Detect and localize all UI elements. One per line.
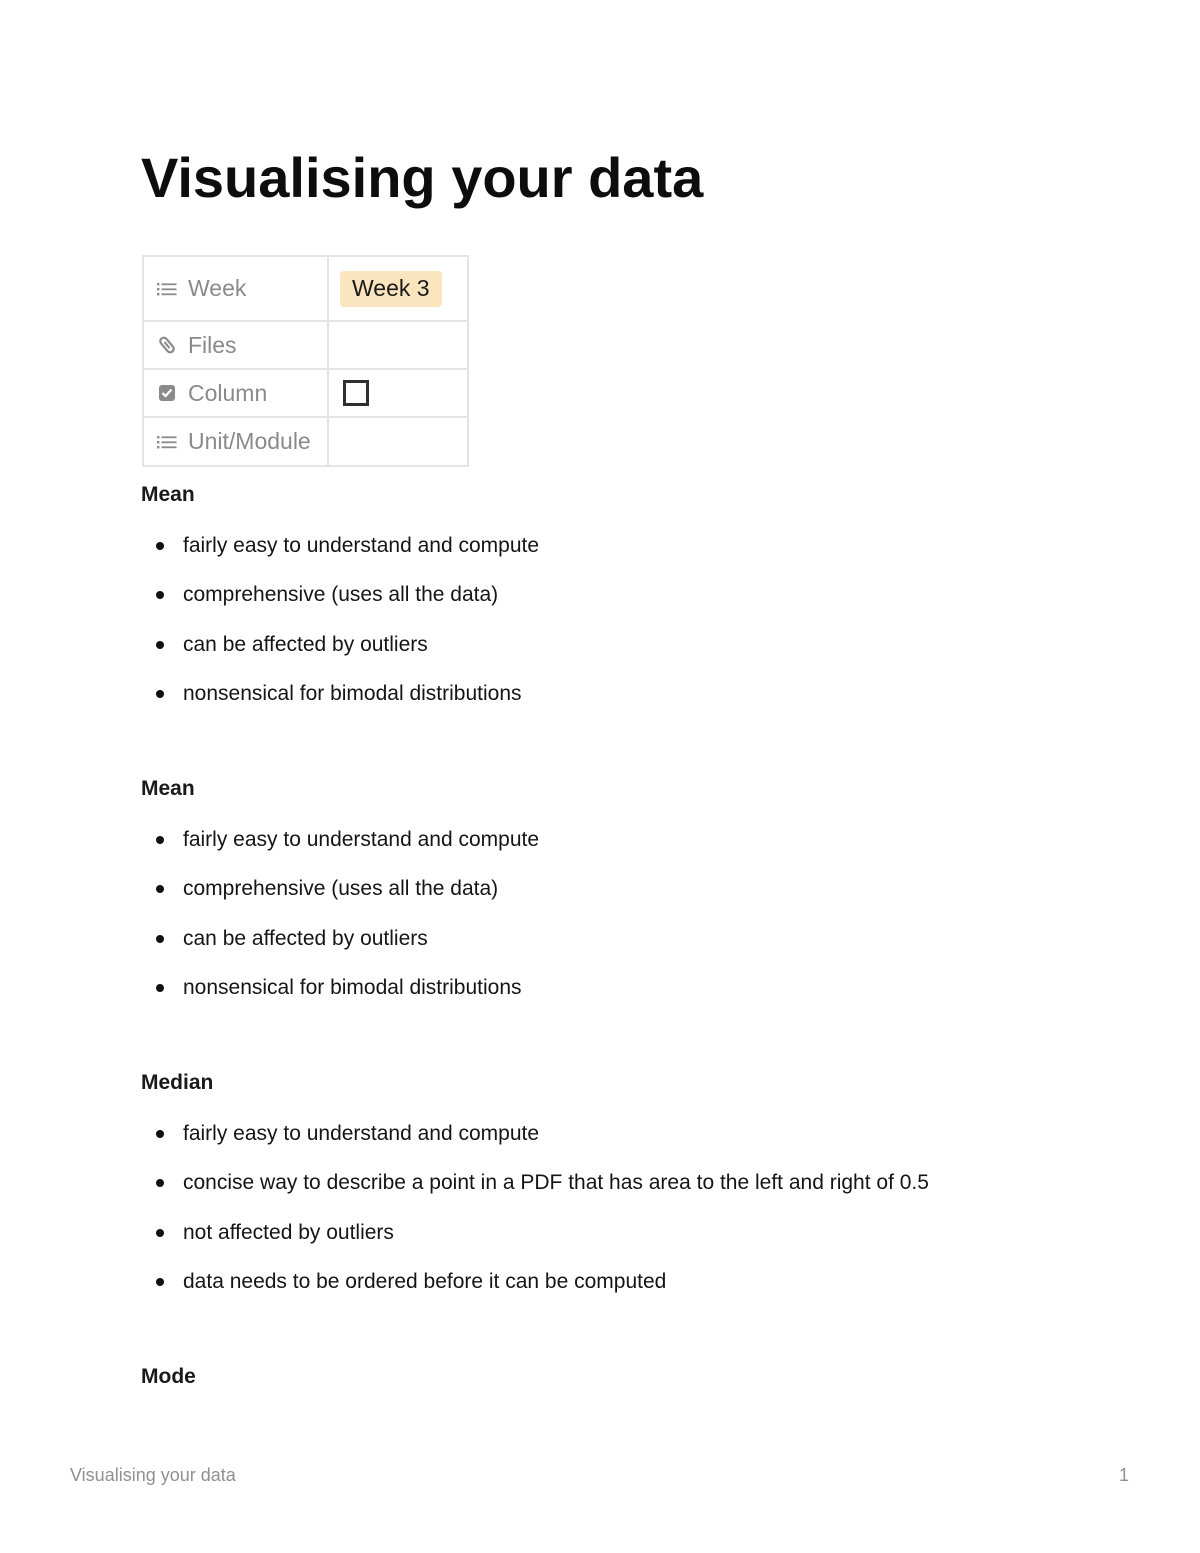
list-item bbox=[0, 925, 539, 974]
list-item bbox=[0, 875, 539, 924]
list-item-text: comprehensive (uses all the data) bbox=[183, 877, 499, 901]
list-item bbox=[0, 1169, 929, 1218]
list-item bbox=[0, 680, 539, 729]
checkbox-icon bbox=[156, 382, 178, 404]
section-heading: Mean bbox=[141, 777, 195, 800]
list-item bbox=[0, 532, 539, 581]
property-label-files: Files bbox=[188, 331, 237, 358]
property-value-unit-module[interactable] bbox=[328, 417, 468, 466]
property-value-column bbox=[328, 369, 468, 417]
footer-page-number: 1 bbox=[1118, 1465, 1129, 1485]
bullet-list bbox=[0, 1120, 929, 1317]
property-label-week: Week bbox=[188, 275, 247, 301]
list-item-text: not affected by outliers bbox=[183, 1220, 394, 1244]
list-item bbox=[0, 974, 539, 1023]
property-row-unit-module bbox=[143, 417, 468, 466]
list-item-text: fairly easy to understand and compute bbox=[183, 534, 540, 557]
list-item-text: concise way to describe a point in a PDF that has area to the left and right of 0.5 bbox=[183, 1171, 929, 1195]
list-item-text: nonsensical for bimodal distributions bbox=[183, 681, 522, 705]
bullet-icon bbox=[156, 935, 164, 943]
property-key-week[interactable] bbox=[143, 256, 328, 321]
list-item bbox=[0, 1268, 929, 1317]
property-row-week bbox=[143, 256, 468, 321]
bullet-icon bbox=[156, 1130, 164, 1138]
properties-table bbox=[142, 255, 469, 467]
list-icon bbox=[156, 278, 178, 300]
footer-title: Visualising your data bbox=[70, 1465, 236, 1485]
section-heading: Mean bbox=[141, 483, 195, 506]
list-item-text: data needs to be ordered before it can be computed bbox=[183, 1269, 667, 1293]
bullet-icon bbox=[156, 641, 164, 649]
page-title: Visualising your data bbox=[141, 146, 704, 209]
property-row-files bbox=[143, 321, 468, 369]
section-heading: Median bbox=[141, 1071, 214, 1094]
bullet-icon bbox=[156, 1229, 164, 1237]
property-value-week[interactable] bbox=[328, 256, 468, 321]
property-key-column[interactable] bbox=[143, 369, 328, 417]
list-item-text: fairly easy to understand and compute bbox=[183, 828, 540, 851]
list-item-text: can be affected by outliers bbox=[183, 632, 428, 656]
bullet-icon bbox=[156, 984, 164, 992]
list-item-text: comprehensive (uses all the data) bbox=[183, 583, 499, 607]
property-row-column bbox=[143, 369, 468, 417]
list-item bbox=[0, 581, 539, 630]
list-item bbox=[0, 631, 539, 680]
bullet-list bbox=[0, 826, 539, 1023]
paperclip-icon bbox=[156, 334, 178, 356]
property-key-unit-module[interactable] bbox=[143, 417, 328, 466]
list-item-text: nonsensical for bimodal distributions bbox=[183, 975, 522, 999]
bullet-icon bbox=[156, 591, 164, 599]
list-item-text: fairly easy to understand and compute bbox=[183, 1122, 540, 1145]
bullet-icon bbox=[156, 836, 164, 844]
list-item bbox=[0, 1219, 929, 1268]
bullet-icon bbox=[156, 1278, 164, 1286]
week-tag[interactable]: Week 3 bbox=[340, 271, 442, 307]
property-label-unit-module: Unit/Module bbox=[188, 428, 311, 454]
property-key-files[interactable] bbox=[143, 321, 328, 369]
list-item bbox=[0, 826, 539, 875]
bullet-icon bbox=[156, 690, 164, 698]
list-item-text: can be affected by outliers bbox=[183, 926, 428, 950]
property-label-column: Column bbox=[188, 379, 268, 406]
bullet-icon bbox=[156, 1179, 164, 1187]
list-icon bbox=[156, 431, 178, 453]
column-checkbox[interactable] bbox=[343, 380, 369, 406]
bullet-icon bbox=[156, 885, 164, 893]
section-heading: Mode bbox=[141, 1365, 196, 1388]
bullet-icon bbox=[156, 542, 164, 550]
bullet-list bbox=[0, 532, 539, 729]
list-item bbox=[0, 1120, 929, 1169]
property-value-files[interactable] bbox=[328, 321, 468, 369]
